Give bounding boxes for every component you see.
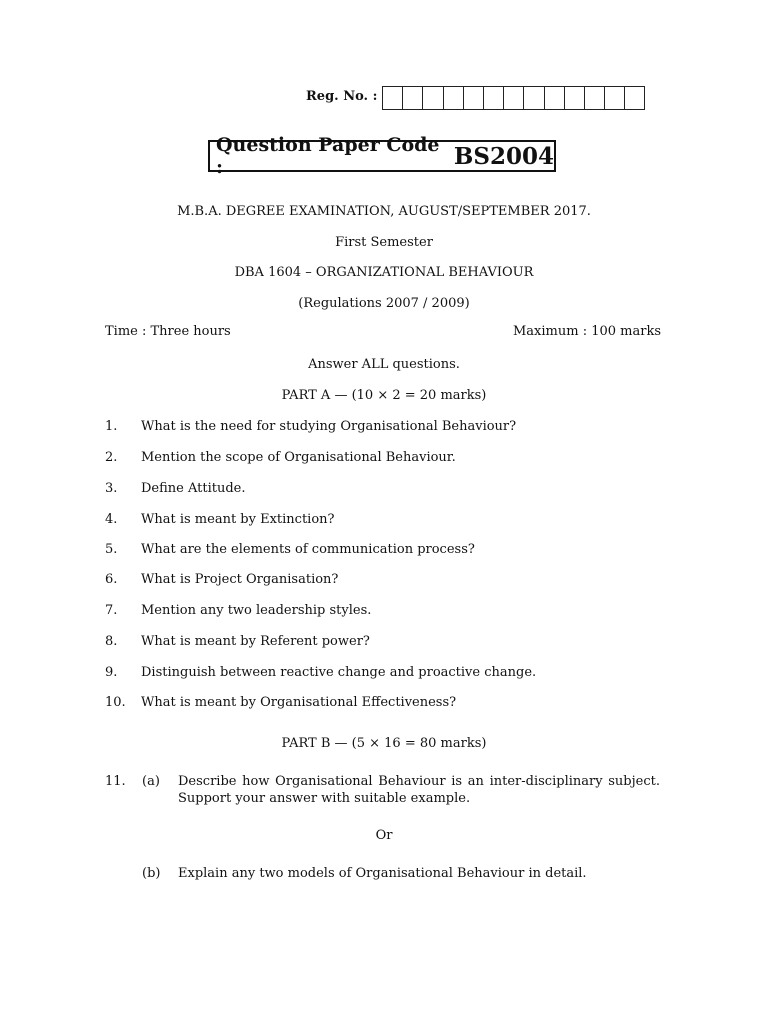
question-number: 9. [105, 665, 118, 680]
instruction: Answer ALL questions. [308, 357, 460, 372]
reg-no-digit-box[interactable] [545, 87, 565, 109]
regulations: (Regulations 2007 / 2009) [298, 296, 470, 311]
reg-no-digit-box[interactable] [423, 87, 443, 109]
question-number: 8. [105, 634, 118, 649]
question-number: 10. [105, 695, 126, 710]
question-text: Mention the scope of Organisational Behaviour. [141, 450, 456, 465]
time-allowed: Time : Three hours [105, 324, 231, 339]
reg-no-label: Reg. No. : [306, 89, 378, 104]
part-a-heading: PART A — (10 × 2 = 20 marks) [281, 388, 487, 403]
question-number: 3. [105, 481, 118, 496]
or-separator: Or [375, 828, 393, 843]
question-text: What is the need for studying Organisational Behaviour? [141, 419, 517, 434]
question-text: What are the elements of communication process? [141, 542, 475, 557]
reg-no-digit-box[interactable] [464, 87, 484, 109]
question-number: 4. [105, 512, 118, 527]
sub-question-text-a: Describe how Organisational Behaviour is an inter-disciplinary subject. Support your answer with suitable example. [178, 774, 660, 806]
maximum-marks: Maximum : 100 marks [512, 324, 661, 339]
question-number: 1. [105, 419, 118, 434]
reg-no-digit-box[interactable] [403, 87, 423, 109]
question-text: What is meant by Organisational Effectiveness? [141, 695, 457, 710]
sub-question-label-a: (a) [142, 774, 160, 789]
reg-no-digit-box[interactable] [605, 87, 625, 109]
subject-title: DBA 1604 – ORGANIZATIONAL BEHAVIOUR [234, 265, 534, 280]
reg-no-digit-box[interactable] [524, 87, 544, 109]
reg-no-digit-box[interactable] [625, 87, 645, 109]
question-text: Distinguish between reactive change and proactive change. [141, 665, 537, 680]
semester: First Semester [335, 235, 433, 250]
reg-no-digit-box[interactable] [504, 87, 524, 109]
reg-no-digit-box[interactable] [565, 87, 585, 109]
reg-no-digit-box[interactable] [383, 87, 403, 109]
degree-line: M.B.A. DEGREE EXAMINATION, AUGUST/SEPTEMBER 2017. [177, 204, 591, 219]
reg-no-boxes[interactable] [382, 86, 645, 110]
sub-question-label-b: (b) [142, 866, 161, 881]
question-number: 6. [105, 572, 118, 587]
question-text: Define Attitude. [141, 481, 246, 496]
reg-no-digit-box[interactable] [585, 87, 605, 109]
question-text: What is Project Organisation? [141, 572, 339, 587]
question-number: 5. [105, 542, 118, 557]
question-paper-code-label: Question Paper Code : [216, 134, 440, 178]
question-number: 11. [105, 774, 126, 789]
question-text: What is meant by Extinction? [141, 512, 335, 527]
reg-no-digit-box[interactable] [444, 87, 464, 109]
question-paper-code-box [208, 134, 556, 178]
question-text: Mention any two leadership styles. [141, 603, 372, 618]
question-number: 7. [105, 603, 118, 618]
question-text: What is meant by Referent power? [141, 634, 370, 649]
question-number: 2. [105, 450, 118, 465]
question-paper-code: BS2004 [453, 142, 554, 170]
sub-question-text-b: Explain any two models of Organisational Behaviour in detail. [178, 866, 587, 881]
part-b-heading: PART B — (5 × 16 = 80 marks) [281, 736, 487, 751]
reg-no-digit-box[interactable] [484, 87, 504, 109]
